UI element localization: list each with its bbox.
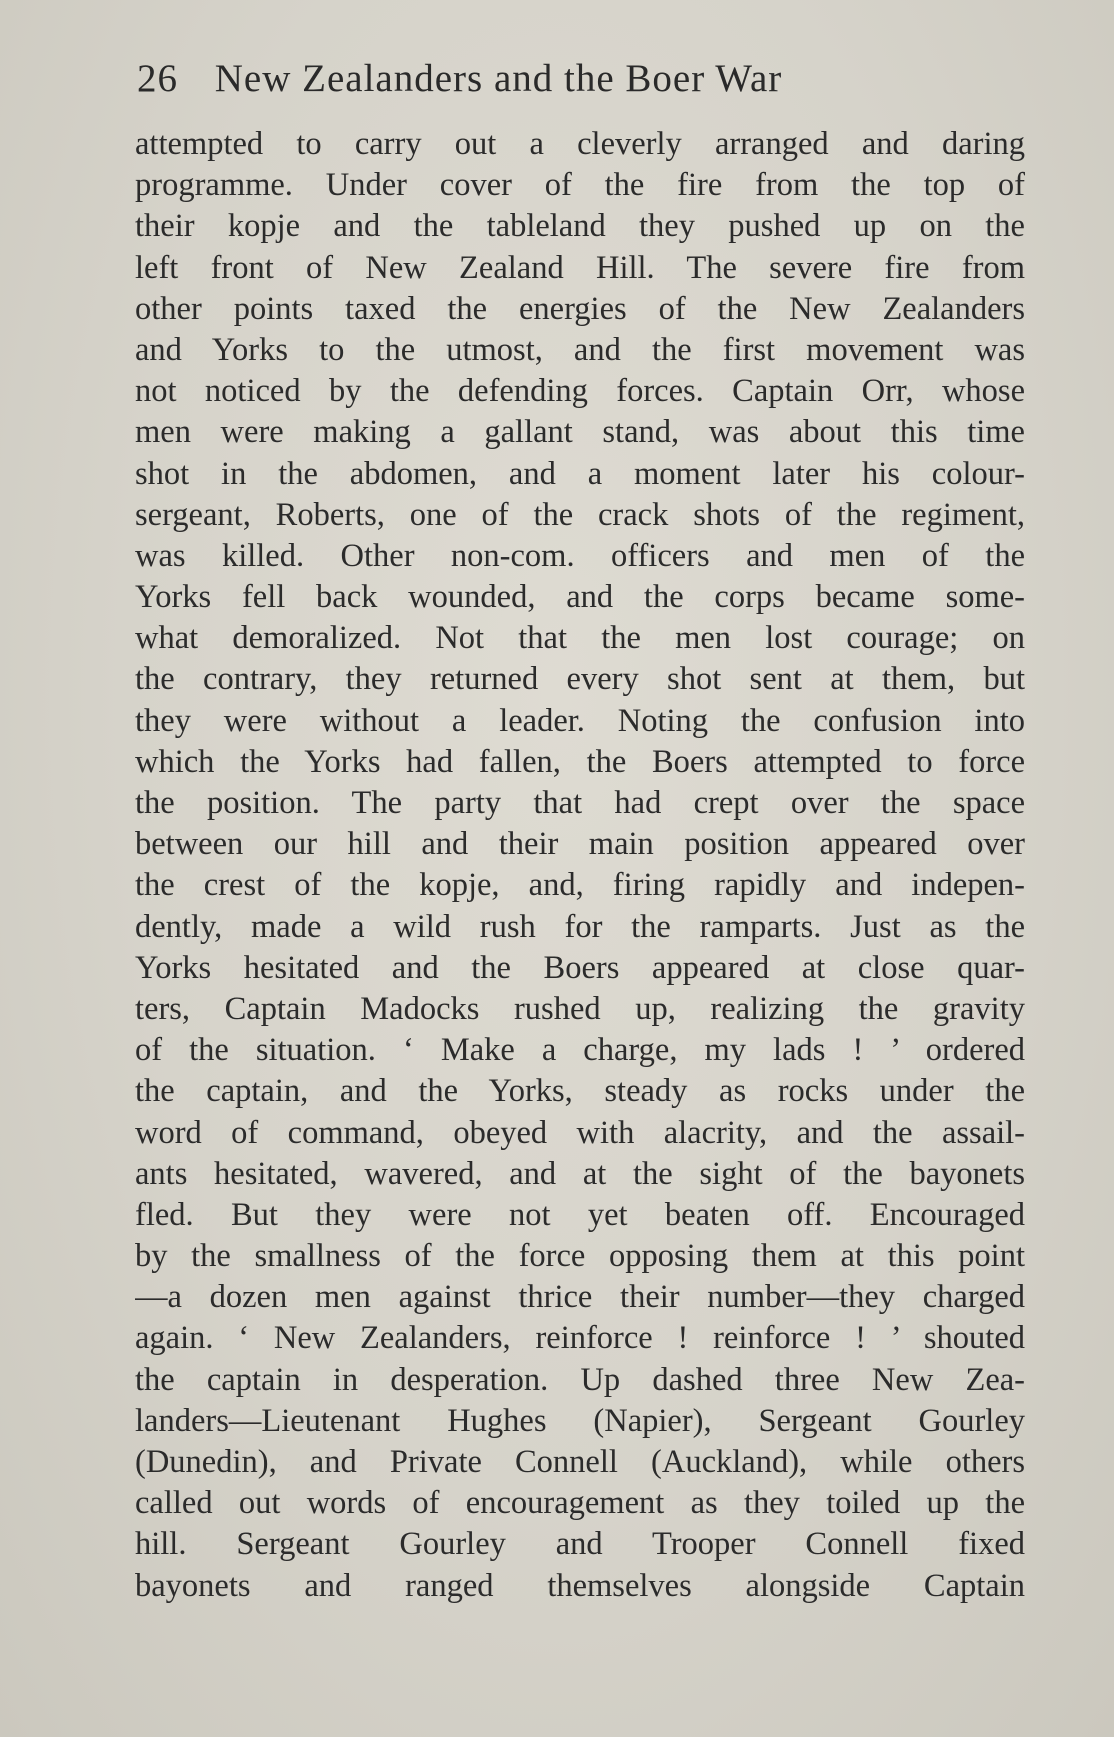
text-line: programme. Under cover of the fire from the top of	[135, 167, 1025, 204]
text-line: men were making a gallant stand, was about this time	[135, 414, 1025, 451]
text-line: shot in the abdomen, and a moment later his colour-	[135, 455, 1025, 492]
text-line: Yorks fell back wounded, and the corps became some-	[135, 579, 1025, 616]
text-line: by the smallness of the force opposing them at this point	[135, 1238, 1025, 1275]
text-line: the contrary, they returned every shot sent at them, but	[135, 661, 1025, 698]
text-line: dently, made a wild rush for the ramparts. Just as the	[135, 908, 1025, 945]
body-text	[135, 124, 1025, 1607]
text-line: ants hesitated, wavered, and at the sight of the bayonets	[135, 1155, 1025, 1192]
text-line: other points taxed the energies of the New Zealanders	[135, 290, 1025, 327]
text-line: again. ‘ New Zealanders, reinforce ! reinforce ! ’ shouted	[135, 1320, 1025, 1357]
text-line: and Yorks to the utmost, and the first movement was	[135, 331, 1025, 368]
text-line: between our hill and their main position appeared over	[135, 826, 1025, 863]
text-line: called out words of encouragement as they toiled up the	[135, 1485, 1025, 1522]
text-line: the position. The party that had crept over the space	[135, 785, 1025, 821]
text-line: they were without a leader. Noting the confusion into	[135, 702, 1025, 739]
text-line: sergeant, Roberts, one of the crack shots of the regiment,	[135, 496, 1025, 533]
text-line: word of command, obeyed with alacrity, and the assail-	[135, 1114, 1025, 1151]
text-line: the crest of the kopje, and, firing rapidly and indepen-	[135, 867, 1025, 904]
text-line: (Dunedin), and Private Connell (Auckland), while others	[135, 1444, 1025, 1480]
text-line: bayonets and ranged themselves alongside Captain	[135, 1567, 1025, 1604]
text-line: not noticed by the defending forces. Captain Orr, whose	[135, 373, 1025, 410]
text-line: attempted to carry out a cleverly arranged and daring	[135, 126, 1025, 162]
text-line: was killed. Other non-com. officers and men of the	[135, 537, 1025, 574]
text-line: what demoralized. Not that the men lost courage; on	[135, 620, 1025, 657]
text-line: the captain in desperation. Up dashed three New Zea-	[135, 1361, 1025, 1398]
page-number: 26	[137, 57, 178, 100]
text-line: left front of New Zealand Hill. The severe fire from	[135, 249, 1025, 286]
text-line: —a dozen men against thrice their number—they charged	[135, 1279, 1025, 1316]
running-title: New Zealanders and the Boer War	[214, 57, 783, 100]
text-line: their kopje and the tableland they pushed up on the	[135, 208, 1025, 245]
text-line: the captain, and the Yorks, steady as rocks under the	[135, 1073, 1025, 1110]
text-line: Yorks hesitated and the Boers appeared at close quar-	[135, 949, 1025, 986]
text-line: of the situation. ‘ Make a charge, my lads ! ’ ordered	[135, 1032, 1025, 1069]
text-line: which the Yorks had fallen, the Boers attempted to force	[135, 743, 1025, 780]
text-line: landers—Lieutenant Hughes (Napier), Sergeant Gourley	[135, 1402, 1025, 1439]
page-header	[137, 56, 957, 112]
text-line: fled. But they were not yet beaten off. Encouraged	[135, 1196, 1025, 1233]
text-line: hill. Sergeant Gourley and Trooper Connell fixed	[135, 1526, 1025, 1563]
text-line: ters, Captain Madocks rushed up, realizing the gravity	[135, 990, 1025, 1027]
